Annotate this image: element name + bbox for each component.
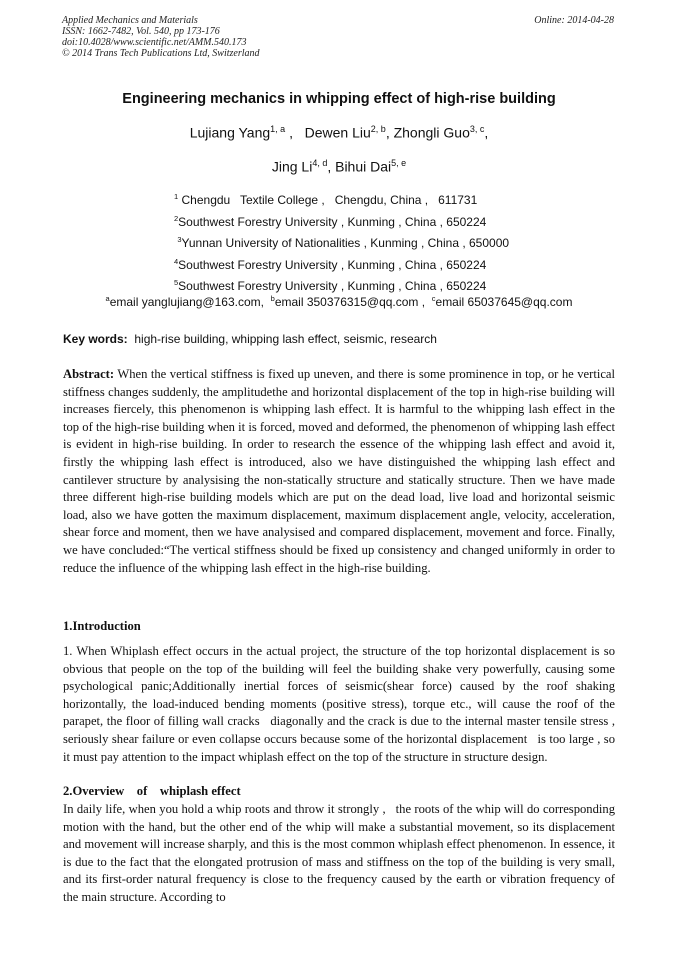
affiliation-num: 5 xyxy=(174,278,179,287)
abstract-label: Abstract: xyxy=(63,367,115,381)
affiliation-num: 1 xyxy=(174,192,179,201)
issn-line: ISSN: 1662-7482, Vol. 540, pp 173-176 xyxy=(62,26,220,37)
author-name: Jing Li xyxy=(271,158,313,175)
email-a: email yanglujiang@163.com, xyxy=(109,295,264,309)
author-line-2: Jing Li$^{4, d}$, Bihui Dai$^{5, e}$ xyxy=(271,158,407,175)
affiliation-item xyxy=(174,274,509,296)
affiliation-num: 3 xyxy=(177,235,182,244)
journal-name: Applied Mechanics and Materials xyxy=(62,15,198,26)
affiliations xyxy=(174,188,509,296)
online-date: Online: 2014-04-28 xyxy=(534,15,614,26)
affiliation-text: Yunnan University of Nationalities , Kunming , China , 650000 xyxy=(181,236,510,250)
abstract xyxy=(63,366,615,577)
journal-header xyxy=(62,15,260,59)
email-sup: c xyxy=(431,294,436,303)
email-b: email 350376315@qq.com , xyxy=(274,295,426,309)
author-sup: 2, b xyxy=(370,124,386,134)
author-sup: 1, a xyxy=(270,124,286,134)
affiliation-num: 2 xyxy=(174,213,179,223)
affiliation-text: Southwest Forestry University , Kunming , China , 650224 xyxy=(178,279,487,293)
email-sup: a xyxy=(105,294,110,303)
affiliation-item xyxy=(174,188,509,210)
affiliation-text: Southwest Forestry University , Kunming , China , 650224 xyxy=(178,257,487,272)
doi-line: doi:10.4028/www.scientific.net/AMM.540.173 xyxy=(62,37,247,48)
author-sup: 4, d xyxy=(312,158,328,168)
email-sup: b xyxy=(270,294,275,303)
affiliation-item xyxy=(174,253,509,275)
author-name: Zhongli Guo xyxy=(393,124,470,141)
keywords-text: high-rise building, whipping lash effect, seismic, research xyxy=(134,332,437,346)
author-name: Bihui Dai xyxy=(335,158,392,175)
affiliation-text: Southwest Forestry University , Kunming , China , 650224 xyxy=(178,214,487,229)
section-heading-introduction: 1.Introduction xyxy=(63,619,141,633)
author-line-1: Lujiang Yang$^{1, a}$ , Dewen Liu$^{2, b}$, Zhongli Guo$^{3, c}$, xyxy=(189,124,489,141)
copyright-line: © 2014 Trans Tech Publications Ltd, Switzerland xyxy=(62,48,260,59)
author-name: Dewen Liu xyxy=(304,124,371,141)
author-name: Lujiang Yang xyxy=(189,124,271,141)
section-heading-overview: 2.Overview of whiplash effect xyxy=(63,784,241,798)
keywords xyxy=(63,332,437,346)
abstract-text: When the vertical stiffness is fixed up uneven, and there is some prominence in top, or he vertical stiffness changes suddenly, the amplitudethe and horizontal displacement of the top in high-rise building will increases fiercely, this phenomenon is whipping lash effect. It is harmful to the whipping lash effect in the top of the high-rise building when it is forced, moved and deformed, the phenomenon of whipping lash effect is evident in high-rise building. In order to research the essence of the whipping lash effect and avoid it, firstly the whipping lash effect is introduced, also we have distinguished the whipping lash effect and cantilever structure by analysising the non-statically structure and statically structure. Then we have made three different high-rise building models which are put on the dead load, live load and horizontal seismic load, also we have gotten the maximum displacement, maximum displacement angle, velocity, acceleration, shear force and moment, then we have analysised and compared displacement, movement and force. Finally, we have concluded:“The vertical stiffness should be fixed up consistency and changed uniformly in order to reduce the influence of the whipping lash effect in the high-rise building. xyxy=(63,367,615,575)
email-line xyxy=(0,294,678,309)
author-sup: 3, c xyxy=(469,124,485,134)
overview-paragraph: In daily life, when you hold a whip roots and throw it strongly , the roots of the whip will do corresponding motion with the hand, but the other end of the whip will make a substantial movement, so its displacement and movement will increase sharply, and this is the most common whiplash effect phenomenon. In essence, it is due to the fact that the elongated protrusion of mass and stiffness on the top of the building is very small, and its first-order natural frequency is close to the frequency caused by the earth or vibration frequency of the main structure. According to xyxy=(63,802,619,904)
introduction-paragraph: 1. When Whiplash effect occurs in the actual project, the structure of the top horizontal displacement is so obvious that people on the top of the building will feel the building shake very powerfully, causing some psychological panic;Additionally inertial forces of seismic(shear force) caused by the roof shaking horizontally, the load-induced bending moments (positive stress), torque etc., will cause the roof of the parapet, the floor of filling wall cracks diagonally and the crack is due to the internal master tensile stress , seriously shear failure or even collapse occurs because some of the horizontal displacement is too large , so it must pay attention to the impact whiplash effect on the top of the structure in structure design. xyxy=(63,644,625,764)
email-c: email 65037645@qq.com xyxy=(435,295,573,309)
keywords-label: Key words: xyxy=(63,332,128,346)
paper-title: Engineering mechanics in whipping effect of high-rise building xyxy=(122,91,556,107)
affiliation-item xyxy=(174,231,509,253)
affiliation-text: Chengdu Textile College , Chengdu, China , 611731 xyxy=(181,193,478,207)
author-sup: 5, e xyxy=(391,158,407,168)
affiliation-item xyxy=(174,210,509,232)
affiliation-num: 4 xyxy=(174,256,179,266)
